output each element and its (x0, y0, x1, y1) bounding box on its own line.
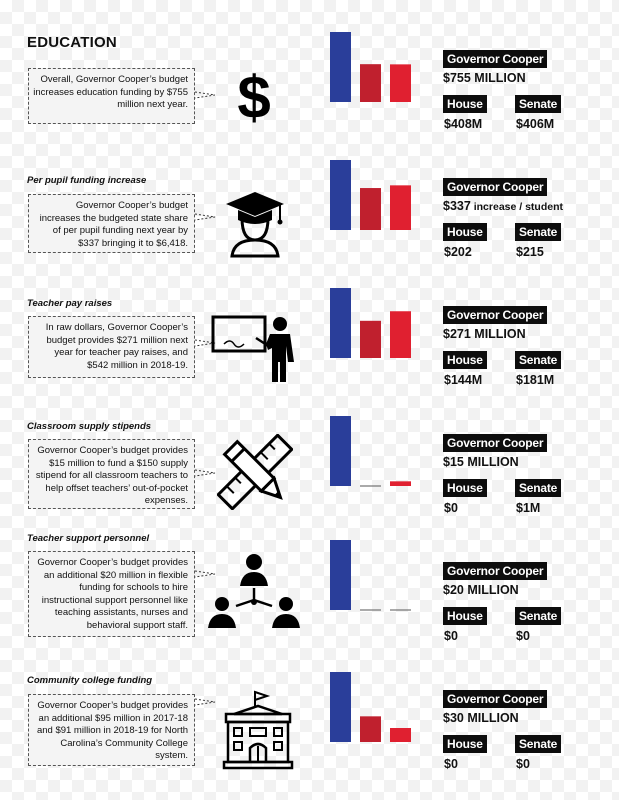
governor-amount (443, 327, 526, 341)
description-box: In raw dollars, Governor Cooper’s budget provides $271 million next year for teacher pay raises, and $542 million in 2018-19. (28, 316, 195, 378)
governor-amount-suffix: increase / student (470, 201, 564, 213)
amounts-panel (443, 562, 613, 647)
bar-senate (390, 728, 411, 742)
chart-supply-stipends (326, 414, 416, 488)
governor-amount (443, 583, 519, 597)
section-label: Teacher pay raises (27, 298, 113, 309)
section-community-college (0, 640, 619, 771)
senate-amount: $406M (516, 117, 555, 131)
senate-label: Senate (515, 95, 561, 113)
leader-arrow (195, 212, 217, 222)
bar-governor (330, 416, 351, 486)
bar-house (360, 716, 381, 742)
section-support-personnel (0, 512, 619, 643)
governor-label: Governor Cooper (443, 306, 547, 324)
section-overall (0, 0, 619, 131)
pencil-ruler-icon (217, 434, 293, 510)
house-amount: $144M (444, 373, 483, 387)
bar-governor (330, 288, 351, 358)
bar-house (360, 188, 381, 230)
team-network-icon (206, 552, 302, 632)
house-label: House (443, 223, 487, 241)
governor-amount (443, 711, 519, 725)
house-amount: $408M (444, 117, 483, 131)
governor-amount-value: $271 MILLION (443, 327, 526, 341)
section-per-pupil (0, 128, 619, 259)
governor-label: Governor Cooper (443, 434, 547, 452)
description-box: Overall, Governor Cooper’s budget increases education funding by $755 million next year. (28, 68, 195, 124)
chart-overall (326, 30, 416, 104)
bar-house (360, 321, 381, 358)
house-label: House (443, 95, 487, 113)
governor-label: Governor Cooper (443, 178, 547, 196)
section-teacher-pay (0, 256, 619, 387)
bar-senate (390, 311, 411, 358)
governor-label: Governor Cooper (443, 562, 547, 580)
school-building-icon (222, 690, 294, 770)
amounts-panel (443, 50, 613, 135)
house-label: House (443, 735, 487, 753)
governor-amount-value: $755 MILLION (443, 71, 526, 85)
chart-teacher-pay (326, 286, 416, 360)
leader-arrow (195, 90, 217, 100)
house-amount: $202 (444, 245, 472, 259)
section-label: Community college funding (27, 675, 153, 686)
section-supply-stipends (0, 384, 619, 515)
senate-amount: $0 (516, 629, 530, 643)
bar-governor (330, 540, 351, 610)
page-title: EDUCATION (27, 34, 117, 51)
amounts-panel (443, 690, 613, 775)
amounts-panel (443, 434, 613, 519)
governor-amount-value: $337 (443, 199, 471, 213)
senate-label: Senate (515, 223, 561, 241)
bar-governor (330, 160, 351, 230)
senate-label: Senate (515, 351, 561, 369)
house-amount: $0 (444, 629, 458, 643)
leader-arrow (195, 468, 217, 478)
amounts-panel (443, 178, 613, 263)
senate-amount: $0 (516, 757, 530, 771)
senate-label: Senate (515, 607, 561, 625)
description-box: Governor Cooper’s budget provides an additional $20 million in flexible funding for schools to hire instructional support personnel like teaching assistants, nurses and behavioral support staff. (28, 551, 195, 637)
senate-label: Senate (515, 479, 561, 497)
dollar-sign-icon (234, 66, 274, 124)
description-box: Governor Cooper’s budget increases the budgeted state share of per pupil funding next year by $337 bringing it to $6,418. (28, 194, 195, 253)
governor-amount (443, 455, 519, 469)
description-box: Governor Cooper’s budget provides $15 million to fund a $150 supply stipend for all classroom teachers to help offset teachers’ out-of-pocket expenses. (28, 439, 195, 509)
section-label: Teacher support personnel (27, 533, 150, 544)
senate-amount: $1M (516, 501, 541, 515)
graduate-icon (224, 188, 286, 258)
chart-community-college (326, 670, 416, 744)
description-box: Governor Cooper’s budget provides an additional $95 million in 2017-18 and $91 million in 2018-19 for North Carolina’s Community College system. (28, 694, 195, 766)
section-label: Per pupil funding increase (27, 175, 147, 186)
chart-per-pupil (326, 158, 416, 232)
chart-support-personnel (326, 538, 416, 612)
governor-label: Governor Cooper (443, 50, 547, 68)
bar-governor (330, 32, 351, 102)
bar-house (360, 64, 381, 102)
house-label: House (443, 351, 487, 369)
governor-amount (443, 199, 563, 213)
house-label: House (443, 479, 487, 497)
governor-label: Governor Cooper (443, 690, 547, 708)
house-label: House (443, 607, 487, 625)
bar-governor (330, 672, 351, 742)
senate-label: Senate (515, 735, 561, 753)
bar-senate (390, 481, 411, 486)
governor-amount-value: $15 MILLION (443, 455, 519, 469)
amounts-panel (443, 306, 613, 391)
house-amount: $0 (444, 501, 458, 515)
leader-arrow (195, 697, 217, 707)
bar-senate (390, 64, 411, 102)
house-amount: $0 (444, 757, 458, 771)
senate-amount: $215 (516, 245, 544, 259)
section-label: Classroom supply stipends (27, 421, 152, 432)
senate-amount: $181M (516, 373, 555, 387)
teacher-icon (210, 314, 300, 384)
svg-text:$: $ (237, 66, 271, 124)
governor-amount-value: $20 MILLION (443, 583, 519, 597)
governor-amount-value: $30 MILLION (443, 711, 519, 725)
bar-senate (390, 185, 411, 230)
governor-amount (443, 71, 526, 85)
